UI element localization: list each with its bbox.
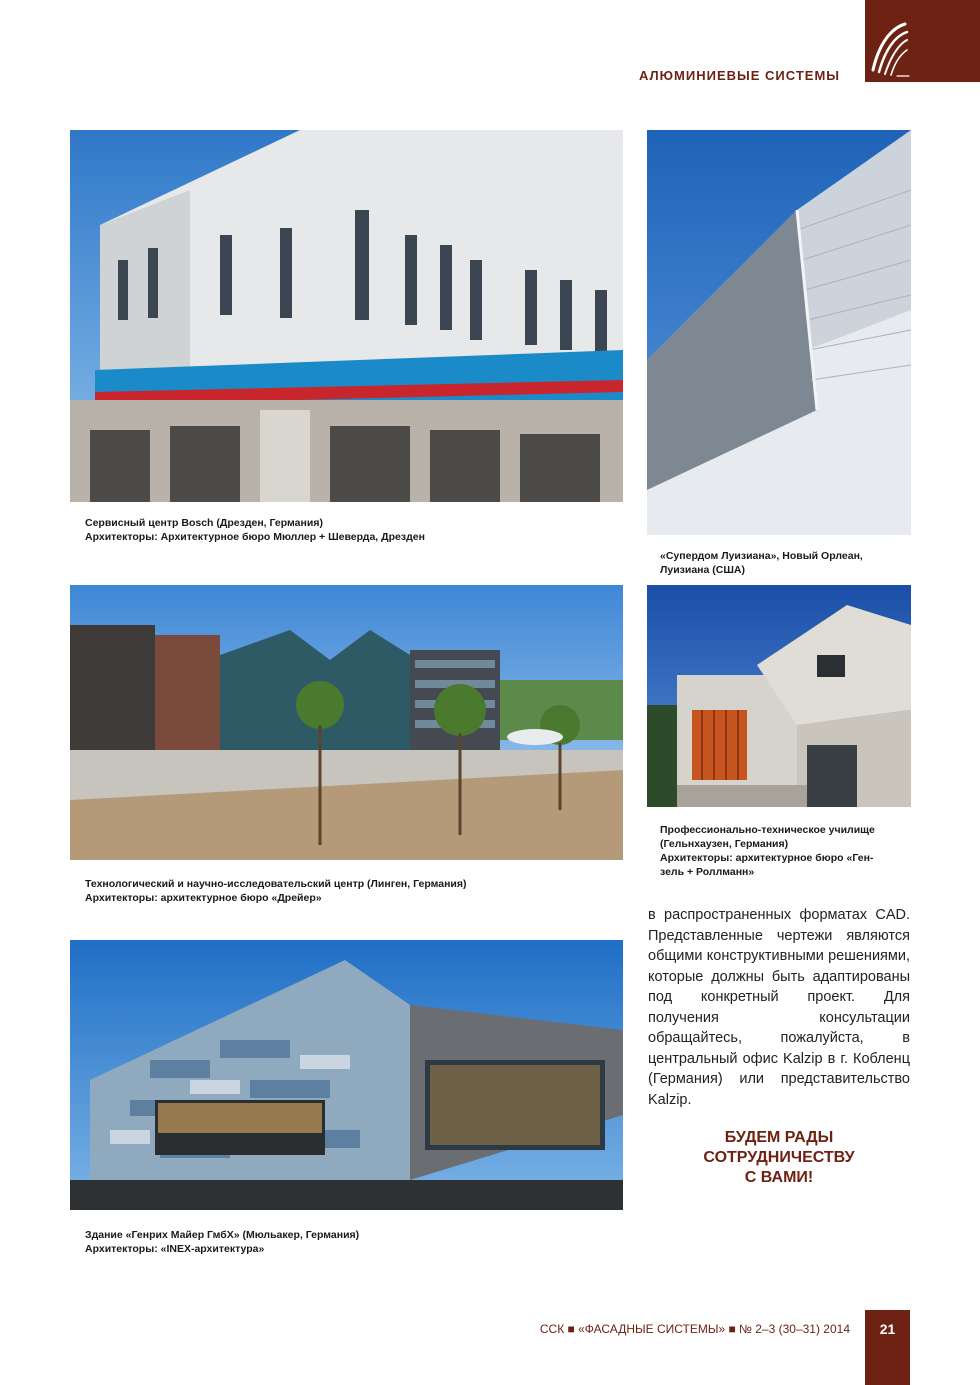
callout-line: С ВАМИ! bbox=[744, 1169, 814, 1186]
heinrich-mayer-building-photo bbox=[70, 940, 623, 1210]
caption-line: Здание «Генрих Майер ГмбХ» (Мюльакер, Германия) bbox=[85, 1229, 360, 1241]
page-number: 21 bbox=[865, 1310, 910, 1385]
caption-line: зель + Роллманн» bbox=[660, 866, 755, 878]
header-corner-tab bbox=[865, 0, 980, 82]
caption-line: Архитекторы: «INEX-архитектура» bbox=[85, 1243, 265, 1255]
vocational-school-photo bbox=[647, 585, 911, 807]
journal-footer: ССК ■ «ФАСАДНЫЕ СИСТЕМЫ» ■ № 2–3 (30–31) 2014 bbox=[539, 1322, 850, 1336]
caption-line: (Гельнхаузен, Германия) bbox=[660, 838, 789, 850]
caption-line: Архитекторы: архитектурное бюро «Ген- bbox=[660, 852, 874, 864]
caption-line: Архитекторы: архитектурное бюро «Дрейер» bbox=[85, 892, 322, 904]
section-title: АЛЮМИНИЕВЫЕ СИСТЕМЫ bbox=[638, 68, 840, 83]
leaf-swoosh-logo-icon bbox=[865, 0, 980, 82]
callout-line: СОТРУДНИЧЕСТВУ bbox=[703, 1149, 855, 1166]
heinrich-mayer-caption bbox=[85, 1228, 605, 1256]
caption-line: Профессионально-техническое училище bbox=[660, 824, 875, 836]
technology-research-center-photo bbox=[70, 585, 623, 860]
superdome-caption bbox=[660, 549, 910, 577]
superdome-louisiana-photo bbox=[647, 130, 911, 535]
vocational-school-caption bbox=[660, 823, 910, 879]
caption-line: Архитекторы: Архитектурное бюро Мюллер + Шеверда, Дрезден bbox=[85, 531, 425, 543]
cooperation-callout bbox=[648, 1128, 910, 1188]
caption-line: Технологический и научно-исследовательский центр (Линген, Германия) bbox=[85, 878, 467, 890]
callout-line: БУДЕМ РАДЫ bbox=[724, 1129, 834, 1146]
technology-center-caption bbox=[85, 877, 605, 905]
body-text: в распространенных форматах CAD. Представленные чертежи являются общими конструктивными решениями, которые должны быть адаптированы под конкретный проект. Для получения консультации обращайтесь, пожалуйста, в центральный офис Kalzip в г. Кобленц (Германия) или представительство Kalzip. bbox=[648, 907, 910, 1108]
bosch-service-center-photo bbox=[70, 130, 623, 502]
caption-line: Луизиана (США) bbox=[660, 564, 745, 576]
bosch-caption bbox=[85, 516, 585, 544]
caption-line: Сервисный центр Bosch (Дрезден, Германия) bbox=[85, 517, 323, 529]
caption-line: «Супердом Луизиана», Новый Орлеан, bbox=[660, 550, 863, 562]
